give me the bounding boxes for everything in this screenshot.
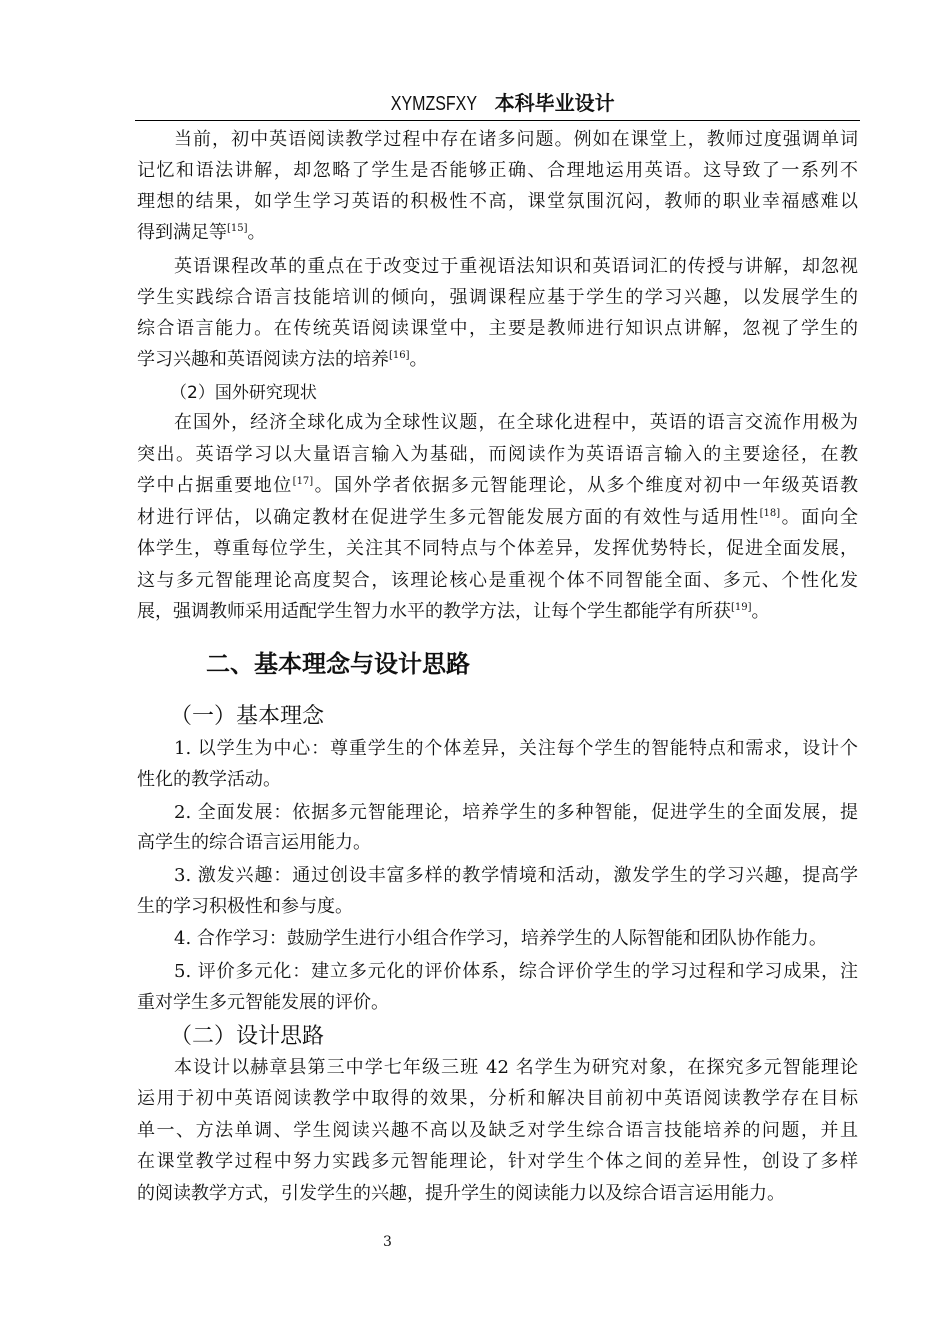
paragraph-line: 性化的教学活动。	[137, 769, 281, 790]
paragraph-line: 本设计以赫章县第三中学七年级三班 42 名学生为研究对象，在探究多元智能理论	[174, 1057, 858, 1078]
paragraph-line: 4. 合作学习：鼓励学生进行小组合作学习，培养学生的人际智能和团队协作能力。	[174, 928, 827, 949]
paragraph-line: 重对学生多元智能发展的评价。	[137, 992, 389, 1013]
line-text: 材进行评估，以确定教材在促进学生多元智能发展方面的有效性与适用性	[137, 507, 760, 528]
paragraph-line: 5. 评价多元化：建立多元化的评价体系，综合评价学生的学习过程和学习成果，注	[174, 961, 858, 982]
subsection-heading: （一）基本理念	[170, 704, 325, 729]
paragraph-line: 单一、方法单调、学生阅读兴趣不高以及缺乏对学生综合语言技能培养的问题，并且	[137, 1120, 858, 1141]
paragraph-line: 综合语言能力。在传统英语阅读课堂中，主要是教师进行知识点讲解，忽视了学生的	[137, 318, 858, 339]
paragraph-line	[137, 218, 858, 248]
paragraph-line: 运用于初中英语阅读教学中取得的效果，分析和解决目前初中英语阅读教学存在目标	[137, 1088, 858, 1109]
line-text: 展，强调教师采用适配学生智力水平的教学方法，让每个学生都能学有所获	[137, 601, 731, 622]
citation-ref: [17]	[292, 476, 314, 487]
paragraph-line	[137, 597, 858, 627]
paragraph-line: 理想的结果，如学生学习英语的积极性不高，课堂氛围沉闷，教师的职业幸福感难以	[137, 191, 858, 212]
paragraph-line: 在国外，经济全球化成为全球性议题，在全球化进程中，英语的语言交流作用极为	[174, 412, 858, 433]
paragraph-line: 1. 以学生为中心：尊重学生的个体差异，关注每个学生的智能特点和需求，设计个	[174, 738, 858, 759]
line-text: 得到满足等	[137, 222, 227, 243]
citation-ref: [18]	[759, 508, 781, 519]
line-text: 学习兴趣和英语阅读方法的培养	[137, 349, 389, 370]
paragraph-line: 记忆和语法讲解，却忽略了学生是否能够正确、合理地运用英语。这导致了一系列不	[137, 160, 858, 181]
paragraph-line: 3. 激发兴趣：通过创设丰富多样的教学情境和活动，激发学生的学习兴趣，提高学	[174, 865, 858, 886]
paragraph-line: 当前，初中英语阅读教学过程中存在诸多问题。例如在课堂上，教师过度强调单词	[174, 129, 858, 150]
paragraph-line: 突出。英语学习以大量语言输入为基础，而阅读作为英语语言输入的主要途径，在教	[137, 444, 858, 465]
paragraph-line: 英语课程改革的重点在于改变过于重视语法知识和英语词汇的传授与讲解，却忽视	[174, 256, 858, 277]
paragraph-line: 在课堂教学过程中努力实践多元智能理论，针对学生个体之间的差异性，创设了多样	[137, 1151, 858, 1172]
header-title: 本科毕业设计	[494, 91, 615, 115]
paragraph-line: 高学生的综合语言运用能力。	[137, 832, 371, 853]
line-text: 学中占据重要地位	[137, 475, 293, 496]
paragraph-line	[137, 503, 858, 533]
page-number: 3	[383, 1234, 392, 1250]
line-text: 。	[751, 601, 770, 622]
subsection-heading: （二）设计思路	[170, 1024, 325, 1049]
citation-ref: [15]	[227, 223, 248, 234]
paragraph-line: 体学生，尊重每位学生，关注其不同特点与个体差异，发挥优势特长，促进全面发展，	[137, 538, 858, 559]
paragraph-line: 学生实践综合语言技能培训的倾向，强调课程应基于学生的学习兴趣，以发展学生的	[137, 287, 858, 308]
line-text: 。	[247, 222, 266, 243]
section-heading: 二、基本理念与设计思路	[206, 650, 470, 678]
paragraph-line: 这与多元智能理论高度契合，该理论核心是重视个体不同智能全面、多元、个性化发	[137, 570, 858, 591]
header-rule	[135, 120, 860, 121]
paragraph-line: 的阅读教学方式，引发学生的兴趣，提升学生的阅读能力以及综合语言运用能力。	[137, 1183, 785, 1204]
paragraph-line	[137, 345, 858, 375]
page-header	[137, 88, 858, 119]
line-text: 。国外学者依据多元智能理论，从多个维度对初中一年级英语教	[313, 475, 859, 496]
header-latin: XYMZSFXY	[391, 93, 478, 115]
citation-ref: [16]	[389, 350, 410, 361]
line-text: 。	[409, 349, 428, 370]
paragraph-line: 2. 全面发展：依据多元智能理论，培养学生的多种智能，促进学生的全面发展，提	[174, 802, 858, 823]
paragraph-line: 生的学习积极性和参与度。	[137, 896, 353, 917]
paragraph-line	[137, 471, 858, 501]
line-text: 。面向全	[780, 507, 859, 528]
citation-ref: [19]	[731, 602, 752, 613]
subsection-heading: （2）国外研究现状	[170, 383, 317, 403]
